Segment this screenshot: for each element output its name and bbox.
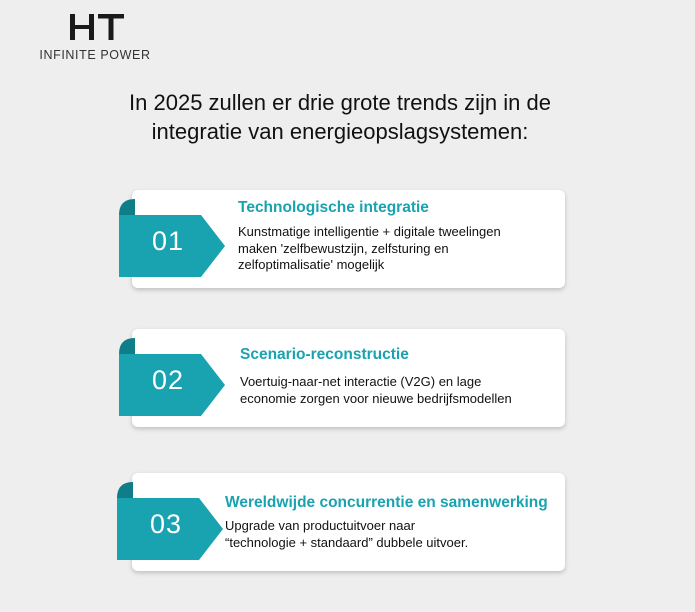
headline [60,88,620,146]
trend-desc-1-line-3: zelfoptimalisatie' mogelijk [238,257,385,272]
trend-title-2: Scenario-reconstructie [240,346,409,363]
trend-desc-1-line-2: maken 'zelfbewustzijn, zelfsturing en [238,240,449,256]
trend-title-1: Technologische integratie [238,199,429,216]
trend-desc-3 [225,518,468,551]
headline-line-1: In 2025 zullen er drie grote trends zijn in de [129,90,551,115]
trend-desc-2 [240,374,512,407]
trend-desc-2-line-2: economie zorgen voor nieuwe bedrijfsmodellen [240,390,512,406]
trend-number-1: 01 [151,226,185,256]
brand-name: INFINITE POWER [39,48,151,62]
trend-number-2: 02 [151,365,185,395]
trend-desc-1 [238,224,501,274]
trend-title-3: Wereldwijde concurrentie en samenwerking [225,494,548,511]
ht-logo-mark [68,10,128,44]
brand-logo [30,10,160,66]
headline-line-2: integratie van energieopslagsystemen: [151,119,529,144]
trend-number-3: 03 [149,509,183,539]
trend-number-tab-3 [117,482,229,570]
trend-desc-3-line-1: Upgrade van productuitvoer naar [225,518,416,533]
trend-desc-3-line-2: “technologie + standaard” dubbele uitvoer. [225,534,469,550]
trend-number-tab-1 [119,199,231,287]
trend-desc-1-line-1: Kunstmatige intelligentie + digitale tweelingen [238,224,501,239]
trend-desc-2-line-1: Voertuig-naar-net interactie (V2G) en lage [240,374,482,389]
trend-number-tab-2 [119,338,231,426]
